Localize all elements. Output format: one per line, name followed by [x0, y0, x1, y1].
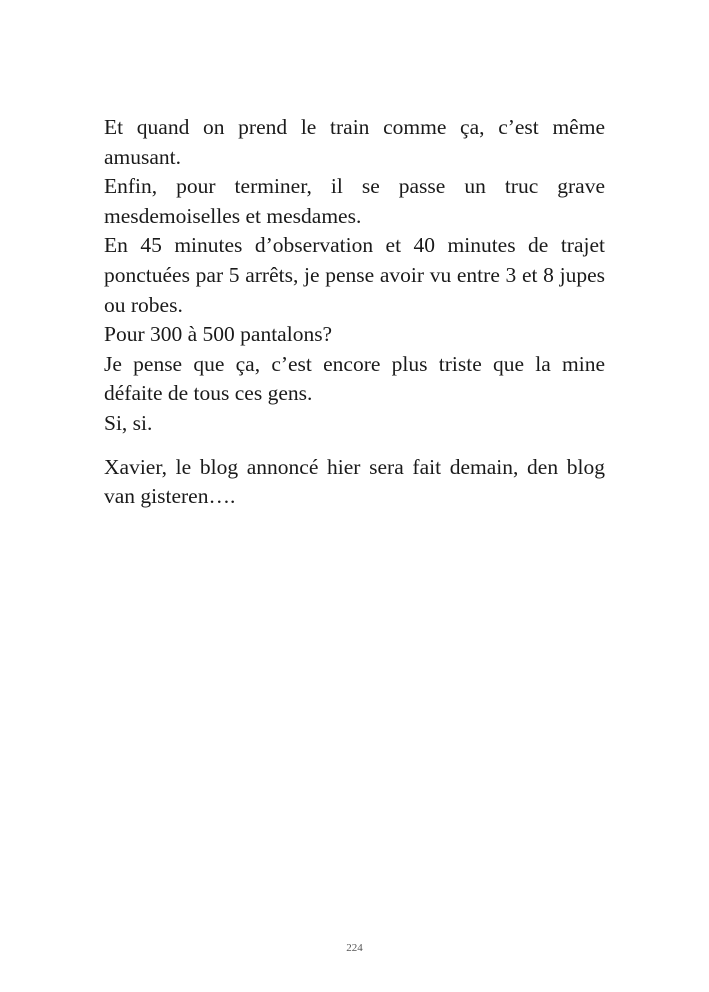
paragraph-pantalons: Pour 300 à 500 pantalons? [104, 322, 333, 347]
paragraph-observation: En 45 minutes d’observation et 40 minutes de trajet ponctuées par 5 arrêts, je pense avoir vu entre 3 et 8 jupes ou robes. [104, 233, 605, 317]
paragraph-enfin: Enfin, pour terminer, il se passe un truc grave mesdemoiselles et mesdames. [104, 174, 605, 228]
paragraph-si-si: Si, si. [104, 410, 153, 435]
paragraph-xavier: Xavier, le blog annoncé hier sera fait demain, den blog van gisteren…. [104, 454, 605, 509]
paragraph-triste: Je pense que ça, c’est encore plus triste que la mine défaite de tous ces gens. [104, 351, 605, 406]
body-text [104, 113, 605, 512]
paragraph-train: Et quand on prend le train comme ça, c’est même amusant. [104, 115, 605, 169]
page-number: 224 [346, 942, 363, 954]
